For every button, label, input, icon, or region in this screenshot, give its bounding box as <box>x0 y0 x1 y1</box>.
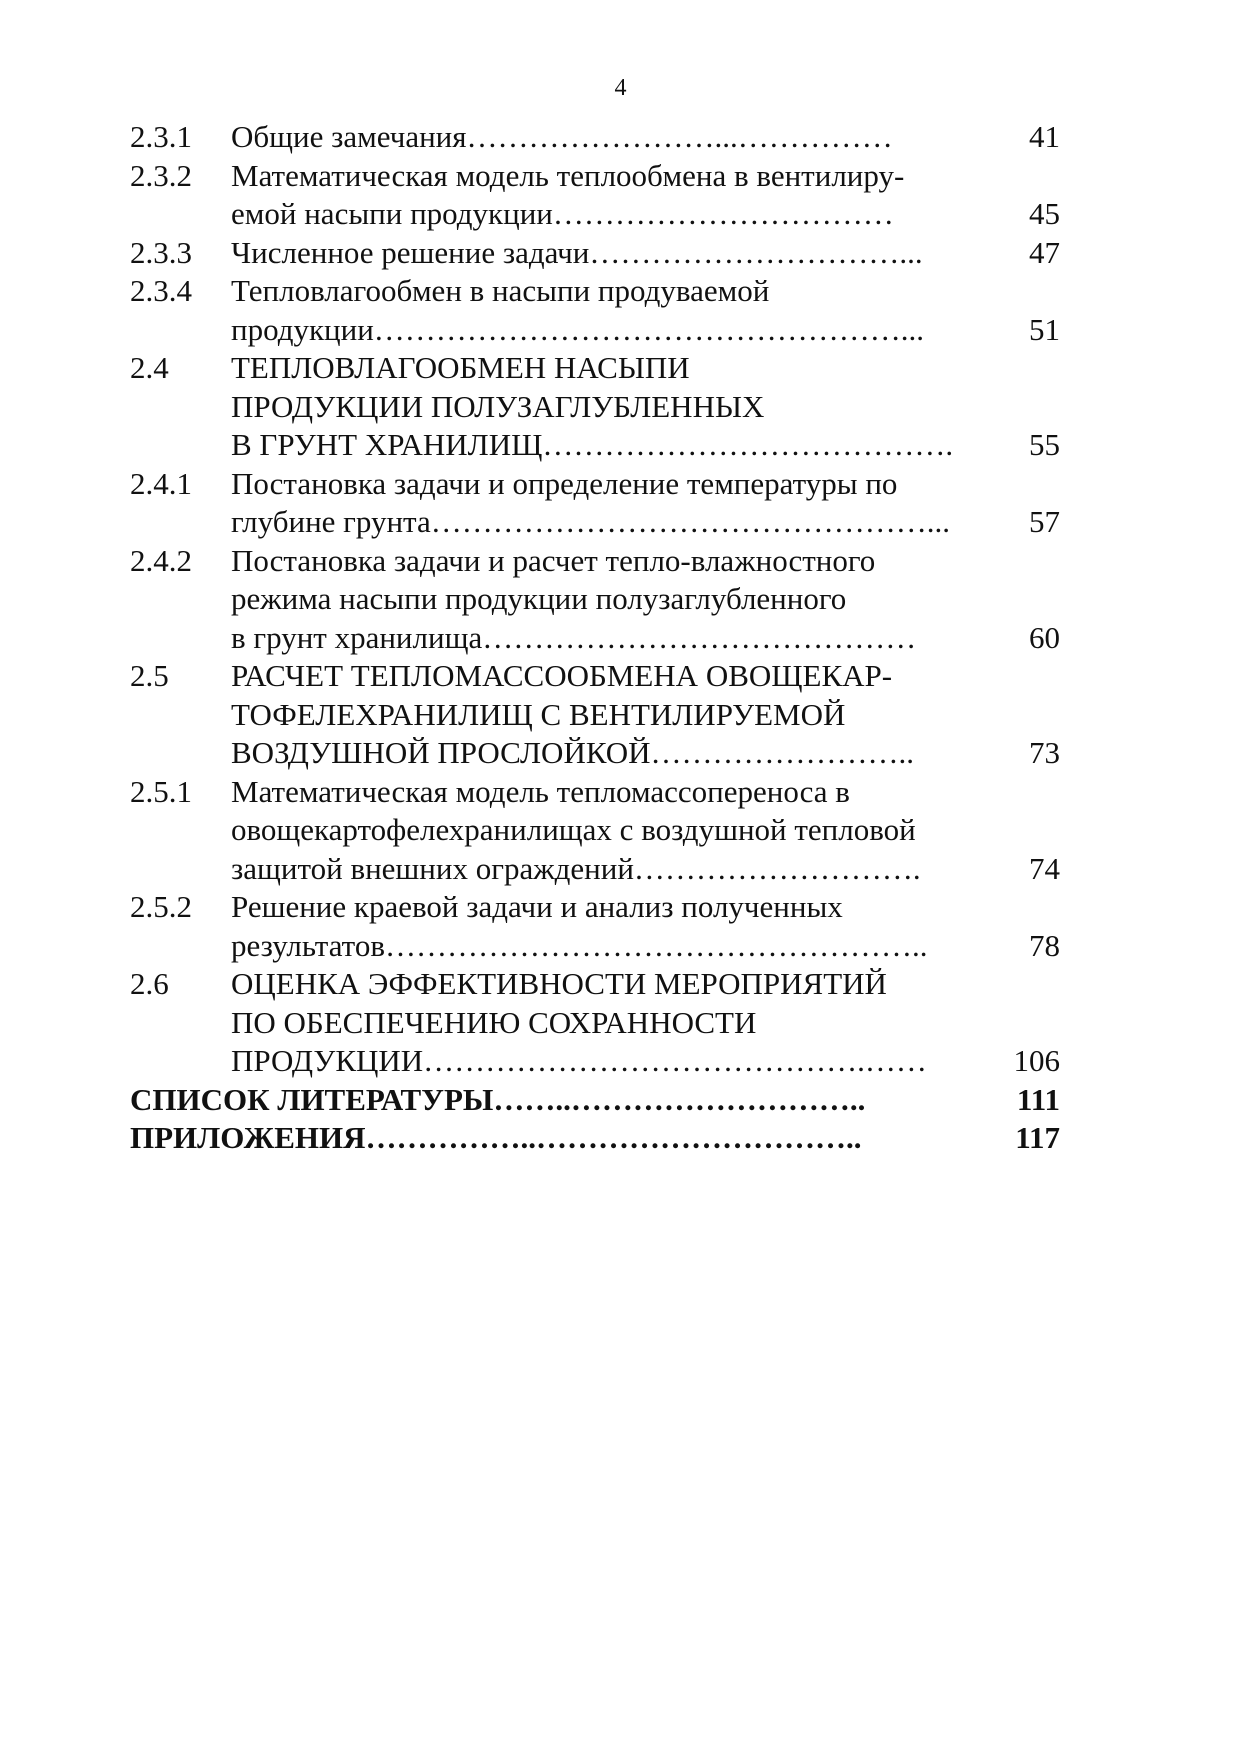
toc-entry-title: Общие замечания……………………...…………… <box>231 119 893 154</box>
toc-entry-number: 2.3.4 <box>130 273 192 308</box>
toc-entry-title: Постановка задачи и определение температуры по <box>231 465 898 501</box>
toc-entry-2-3-4[interactable] <box>130 272 1060 349</box>
toc-entry-title: Математическая модель тепломассопереноса в <box>231 773 850 809</box>
toc-entry-title: В ГРУНТ ХРАНИЛИЩ…………………………………. <box>231 427 954 462</box>
toc-entry-number: 2.5.2 <box>130 889 192 924</box>
toc-entry-title: в грунт хранилища…………………………………… <box>231 619 917 655</box>
toc-entry-page: 55 <box>1029 427 1060 462</box>
toc-entry-title: Математическая модель теплообмена в вентилиру- <box>231 157 905 193</box>
toc-entry-title: ПРИЛОЖЕНИЯ……………..………………………….. <box>130 1120 862 1155</box>
toc-entry-number: 2.5 <box>130 658 169 693</box>
toc-entry-2-4-1[interactable] <box>130 465 1060 542</box>
toc-entry-title: защитой внешних ограждений………………………. <box>231 850 921 886</box>
toc-entry-title: Решение краевой задачи и анализ полученных <box>231 889 843 924</box>
toc-entry-page: 74 <box>1029 850 1060 886</box>
toc-entry-2-3-1[interactable] <box>130 118 1060 157</box>
toc-entry-title: ПРОДУКЦИИ ПОЛУЗАГЛУБЛЕННЫХ <box>231 388 765 424</box>
toc-entry-page: 106 <box>1013 1043 1060 1078</box>
toc-entry-page: 111 <box>1016 1081 1060 1117</box>
toc-entry-number: 2.5.1 <box>130 773 192 809</box>
toc-entry-number: 2.4.2 <box>130 542 192 578</box>
toc-entry-page: 60 <box>1029 619 1060 655</box>
toc-entry-2-5-2[interactable] <box>130 888 1060 965</box>
toc-entry-title: Постановка задачи и расчет тепло-влажностного <box>231 542 876 578</box>
toc-entry-title: ПО ОБЕСПЕЧЕНИЮ СОХРАННОСТИ <box>231 1004 757 1040</box>
toc-entry-page: 45 <box>1029 196 1060 231</box>
toc-entry-2-4-2[interactable] <box>130 542 1060 658</box>
page-number: 4 <box>614 75 627 101</box>
toc-entry-number: 2.4 <box>130 350 169 385</box>
toc-entry-number: 2.4.1 <box>130 465 192 501</box>
toc-entry-number: 2.3.1 <box>130 119 192 154</box>
toc-entry-page: 57 <box>1029 504 1060 539</box>
toc-entry-2-3-2[interactable] <box>130 157 1060 234</box>
table-of-contents <box>130 118 1060 1158</box>
toc-entry-title: глубине грунта…………………………………………... <box>231 504 950 539</box>
toc-entry-number: 2.3.3 <box>130 234 192 270</box>
toc-entry-title: РАСЧЕТ ТЕПЛОМАССООБМЕНА ОВОЩЕКАР- <box>231 658 893 693</box>
toc-entry-title: ТОФЕЛЕХРАНИЛИЩ С ВЕНТИЛИРУЕМОЙ <box>231 696 846 732</box>
toc-entry-title: Численное решение задачи…………………………... <box>231 234 923 270</box>
toc-entry-2-5[interactable] <box>130 657 1060 773</box>
toc-entry-title: продукции……………………………………………... <box>231 311 925 347</box>
toc-entry-number: 2.3.2 <box>130 157 192 193</box>
toc-entry-page: 117 <box>1015 1120 1060 1155</box>
toc-entry-title: овощекартофелехранилищах с воздушной тепловой <box>231 812 916 847</box>
toc-entry-title: ПРОДУКЦИИ…………………………………….…… <box>231 1043 927 1078</box>
toc-entry-title: режима насыпи продукции полузаглубленного <box>231 581 847 616</box>
toc-entry-2-5-1[interactable] <box>130 773 1060 889</box>
toc-entry-title: ВОЗДУШНОЙ ПРОСЛОЙКОЙ…………………….. <box>231 735 915 770</box>
toc-entry-title: Тепловлагообмен в насыпи продуваемой <box>231 273 770 308</box>
toc-entry-title: ОЦЕНКА ЭФФЕКТИВНОСТИ МЕРОПРИЯТИЙ <box>231 966 887 1001</box>
toc-entry-page: 78 <box>1029 927 1060 963</box>
toc-entry-2-6[interactable] <box>130 965 1060 1081</box>
toc-entry-number: 2.6 <box>130 966 169 1001</box>
toc-entry-references[interactable] <box>130 1081 1060 1120</box>
toc-entry-page: 47 <box>1029 234 1060 270</box>
toc-entry-2-4[interactable] <box>130 349 1060 465</box>
toc-entry-title: ТЕПЛОВЛАГООБМЕН НАСЫПИ <box>231 350 690 385</box>
toc-entry-page: 51 <box>1029 311 1060 347</box>
toc-entry-page: 41 <box>1029 119 1060 154</box>
toc-entry-2-3-3[interactable] <box>130 234 1060 273</box>
toc-entry-title: емой насыпи продукции…………………………… <box>231 196 894 231</box>
toc-entry-appendices[interactable] <box>130 1119 1060 1158</box>
toc-entry-title: результатов…………………………………………….. <box>231 927 928 963</box>
toc-entry-title: СПИСОК ЛИТЕРАТУРЫ……..……………………….. <box>130 1081 866 1117</box>
toc-entry-page: 73 <box>1029 735 1060 770</box>
